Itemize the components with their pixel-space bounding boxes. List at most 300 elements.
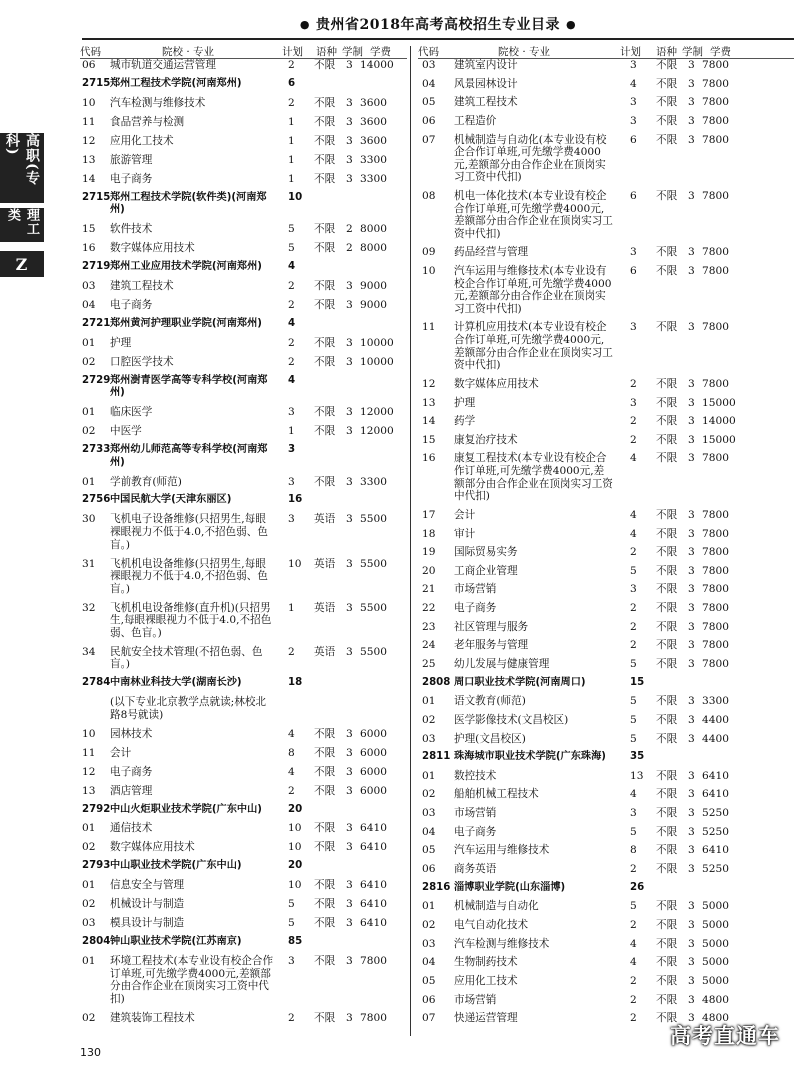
cell-name: 郑州工程技术学院(软件类)(河南郑州)	[110, 191, 267, 216]
cell-fee: 7800	[702, 583, 729, 596]
cell-name: 郑州澍青医学高等专科学校(河南郑州)	[110, 374, 268, 399]
major-row	[80, 696, 407, 728]
header-title-text: 贵州省2018年高考高校招生专业目录	[316, 17, 560, 33]
cell-name: 汽车运用与维修技术	[454, 844, 550, 857]
cell-lang: 不限	[314, 955, 336, 968]
cell-code: 24	[422, 639, 436, 652]
cell-fee: 5250	[702, 807, 729, 820]
cell-plan: 3	[630, 96, 637, 109]
cell-fee: 5000	[702, 937, 729, 950]
cell-code: 11	[82, 115, 96, 128]
cell-lang: 不限	[656, 788, 678, 801]
cell-name: 飞机机电设备维修(只招男生,每眼裸眼视力不低于4.0,不招色弱、色盲。)	[110, 557, 268, 595]
cell-years: 3	[346, 425, 353, 438]
cell-code: 25	[422, 658, 436, 670]
school-row	[80, 677, 407, 696]
cell-plan: 2	[630, 620, 637, 633]
cell-years: 3	[688, 114, 695, 127]
major-row	[80, 476, 407, 495]
cell-years: 3	[688, 844, 695, 857]
cell-years: 3	[346, 645, 353, 658]
cell-plan: 2	[630, 918, 637, 931]
cell-name: 建筑工程技术	[454, 96, 518, 109]
cell-plan: 4	[630, 508, 637, 521]
cell-name: 环境工程技术(本专业设有校企合作订单班,可先缴学费4000元,差额部分由合作企业在顶岗实习工资中代扣)	[110, 955, 274, 1005]
cell-plan: 10	[288, 879, 302, 892]
cell-fee: 6410	[702, 769, 729, 782]
major-row	[80, 59, 407, 78]
header-plan: 计划	[620, 46, 641, 58]
cell-years: 2	[346, 242, 353, 255]
cell-plan: 3	[630, 114, 637, 127]
cell-code: 01	[82, 955, 96, 968]
cell-fee: 7800	[702, 77, 729, 90]
header-name: 院校 · 专业	[162, 46, 215, 58]
major-row	[80, 646, 407, 678]
cell-plan: 4	[630, 956, 637, 969]
cell-lang: 不限	[656, 265, 678, 278]
cell-years: 3	[346, 898, 353, 911]
cell-lang: 不限	[656, 246, 678, 259]
cell-name: 计算机应用技术(本专业设有校企合作订单班,可先缴学费4000元,差额部分由合作企业在顶岗实习工资中代扣)	[454, 321, 613, 372]
school-row	[80, 860, 407, 879]
cell-code: 02	[82, 425, 96, 438]
cell-plan: 1	[288, 115, 295, 128]
cell-code: 01	[82, 475, 96, 488]
cell-fee: 8000	[360, 242, 387, 255]
cell-fee: 5000	[702, 918, 729, 931]
cell-years: 3	[346, 355, 353, 368]
cell-code: 05	[422, 844, 436, 857]
school-row	[418, 677, 794, 696]
cell-lang: 英语	[314, 557, 336, 570]
cell-lang: 不限	[656, 546, 678, 559]
cell-name: 汽车检测与维修技术	[454, 937, 550, 950]
cell-name: 数字媒体应用技术	[454, 377, 539, 390]
cell-fee: 7800	[702, 508, 729, 521]
cell-years: 3	[346, 1011, 353, 1024]
cell-name: 风景园林设计	[454, 77, 518, 90]
cell-code: 08	[422, 189, 436, 202]
cell-name: 飞机机电设备维修(直升机)(只招男生,每眼裸眼视力不低于4.0,不招色弱、色盲。)	[110, 601, 272, 639]
major-row	[418, 509, 794, 528]
cell-code: 11	[422, 321, 436, 334]
cell-years: 3	[346, 784, 353, 797]
cell-code: 03	[422, 807, 436, 820]
cell-fee: 4800	[702, 1012, 729, 1025]
cell-code: 32	[82, 601, 96, 614]
major-row	[418, 621, 794, 640]
cell-plan: 4	[630, 527, 637, 540]
cell-plan: 3	[630, 246, 637, 259]
cell-lang: 不限	[656, 956, 678, 969]
major-row	[418, 956, 794, 975]
cell-fee: 6410	[702, 844, 729, 857]
cell-plan: 8	[630, 844, 637, 857]
major-row	[80, 337, 407, 356]
cell-lang: 不限	[314, 822, 336, 835]
cell-fee: 8000	[360, 223, 387, 236]
cell-code: 01	[82, 336, 96, 349]
cell-plan: 5	[630, 825, 637, 838]
cell-lang: 不限	[656, 377, 678, 390]
cell-lang: 不限	[314, 425, 336, 438]
cell-code: 10	[82, 96, 96, 109]
cell-lang: 不限	[656, 863, 678, 876]
cell-plan: 5	[288, 242, 295, 255]
major-row	[80, 917, 407, 936]
cell-name: 中南林业科技大学(湖南长沙)	[110, 677, 242, 689]
cell-code: 2719	[82, 260, 111, 272]
header-fee: 学费	[370, 46, 391, 58]
cell-fee: 7800	[702, 96, 729, 109]
cell-plan: 2	[630, 639, 637, 652]
cell-name: 学前教育(师范)	[110, 475, 182, 488]
cell-code: 12	[422, 377, 436, 390]
cell-code: 17	[422, 508, 436, 521]
cell-code: 20	[422, 564, 436, 577]
cell-name: 老年服务与管理	[454, 639, 529, 652]
cell-lang: 不限	[314, 746, 336, 759]
cell-name: 中山火炬职业技术学院(广东中山)	[110, 803, 262, 815]
major-row	[418, 415, 794, 434]
cell-fee: 6410	[702, 788, 729, 801]
cell-name: 会计	[454, 508, 476, 521]
cell-code: 2816	[422, 881, 451, 893]
cell-name: 电子商务	[110, 298, 153, 311]
cell-name: 汽车运用与维修技术(本专业设有校企合作订单班,可先缴学费4000元,差额部分由合作企业在顶岗实习工资中代扣)	[454, 265, 612, 315]
cell-fee: 6410	[360, 879, 387, 892]
cell-code: 04	[422, 77, 436, 90]
cell-years: 3	[688, 508, 695, 521]
cell-plan: 8	[288, 746, 295, 759]
cell-name: 生物制药技术	[454, 956, 518, 969]
major-row	[418, 378, 794, 397]
cell-fee: 7800	[702, 527, 729, 540]
cell-lang: 不限	[314, 406, 336, 419]
cell-lang: 不限	[656, 993, 678, 1006]
cell-code: 23	[422, 620, 436, 633]
school-row	[80, 494, 407, 513]
cell-lang: 不限	[656, 189, 678, 202]
cell-code: 2793	[82, 860, 111, 872]
major-row	[418, 190, 794, 246]
bullet-icon: ●	[299, 18, 311, 31]
cell-fee: 3600	[360, 96, 387, 109]
cell-fee: 7800	[702, 452, 729, 465]
cell-years: 3	[688, 546, 695, 559]
cell-plan: 4	[630, 452, 637, 465]
major-row	[80, 97, 407, 116]
major-row	[418, 78, 794, 97]
school-row	[418, 882, 794, 901]
cell-code: 31	[82, 557, 96, 570]
cell-fee: 3300	[360, 172, 387, 185]
cell-name: 审计	[454, 527, 476, 540]
cell-plan: 2	[288, 1011, 295, 1024]
cell-years: 3	[688, 974, 695, 987]
cell-lang: 不限	[656, 974, 678, 987]
cell-plan: 35	[630, 751, 645, 763]
cell-code: 03	[422, 937, 436, 950]
major-row	[80, 747, 407, 766]
cell-lang: 不限	[314, 153, 336, 166]
cell-plan: 18	[288, 677, 303, 689]
major-row	[80, 513, 407, 557]
cell-fee: 4400	[702, 713, 729, 726]
major-row	[418, 452, 794, 508]
cell-years: 3	[688, 321, 695, 334]
cell-plan: 5	[288, 898, 295, 911]
cell-fee: 6410	[360, 822, 387, 835]
major-row	[418, 602, 794, 621]
cell-lang: 不限	[314, 96, 336, 109]
cell-years: 3	[688, 59, 695, 71]
cell-plan: 2	[288, 279, 295, 292]
major-row	[418, 900, 794, 919]
major-row	[418, 844, 794, 863]
cell-code: 19	[422, 546, 436, 559]
cell-lang: 不限	[314, 355, 336, 368]
school-row	[418, 751, 794, 770]
cell-lang: 不限	[656, 937, 678, 950]
cell-fee: 7800	[360, 955, 387, 968]
cell-plan: 4	[288, 317, 296, 329]
cell-name: 民航安全技术管理(不招色弱、色盲。)	[110, 645, 263, 671]
cell-code: 14	[82, 172, 96, 185]
cell-plan: 3	[630, 59, 637, 71]
cell-name: 钟山职业技术学院(江苏南京)	[110, 936, 242, 948]
cell-years: 3	[346, 746, 353, 759]
cell-plan: 2	[288, 59, 295, 71]
cell-name: 淄博职业学院(山东淄博)	[454, 881, 566, 893]
header-code: 代码	[418, 46, 439, 58]
cell-code: 02	[422, 788, 436, 801]
cell-lang: 不限	[656, 133, 678, 146]
cell-fee: 9000	[360, 279, 387, 292]
cell-code: 01	[82, 879, 96, 892]
cell-code: 03	[82, 917, 96, 930]
cell-plan: 3	[630, 321, 637, 334]
major-row	[418, 975, 794, 994]
cell-code: 10	[422, 265, 436, 278]
major-row	[418, 770, 794, 789]
major-row	[80, 879, 407, 898]
cell-name: 建筑装饰工程技术	[110, 1011, 195, 1024]
major-row	[418, 714, 794, 733]
cell-code: 04	[82, 298, 96, 311]
cell-years: 3	[346, 917, 353, 930]
cell-lang: 不限	[314, 172, 336, 185]
cell-years: 3	[688, 620, 695, 633]
major-row	[418, 826, 794, 845]
major-row	[80, 822, 407, 841]
cell-plan: 3	[288, 513, 295, 526]
cell-name: 建筑工程技术	[110, 279, 174, 292]
major-row	[80, 135, 407, 154]
cell-name: 电气自动化技术	[454, 918, 529, 931]
cell-years: 3	[688, 769, 695, 782]
cell-lang: 不限	[314, 115, 336, 128]
cell-fee: 4800	[702, 993, 729, 1006]
cell-lang: 不限	[656, 844, 678, 857]
header-years: 学制	[682, 46, 703, 58]
cell-code: 02	[82, 355, 96, 368]
cell-name: 市场营销	[454, 583, 497, 596]
cell-name: 应用化工技术	[454, 974, 518, 987]
cell-lang: 不限	[656, 1012, 678, 1025]
cell-name: 旅游管理	[110, 153, 153, 166]
cell-fee: 7800	[702, 114, 729, 127]
column-header	[80, 42, 407, 59]
cell-years: 3	[346, 153, 353, 166]
cell-fee: 12000	[360, 425, 394, 438]
cell-name: 软件技术	[110, 223, 153, 236]
cell-plan: 6	[630, 133, 637, 146]
right-table-body	[418, 59, 794, 1031]
major-row	[418, 994, 794, 1013]
cell-code: 2715	[82, 191, 111, 203]
cell-code: 03	[422, 59, 436, 71]
cell-years: 3	[688, 602, 695, 615]
cell-lang: 不限	[656, 508, 678, 521]
cell-lang: 不限	[656, 415, 678, 428]
cell-fee: 6000	[360, 765, 387, 778]
cell-years: 3	[688, 639, 695, 652]
cell-plan: 2	[630, 602, 637, 615]
cell-name: 药学	[454, 415, 476, 428]
cell-plan: 16	[288, 494, 303, 506]
cell-years: 3	[346, 841, 353, 854]
cell-plan: 2	[630, 377, 637, 390]
cell-lang: 不限	[656, 59, 678, 71]
cell-lang: 英语	[314, 513, 336, 526]
major-row	[418, 134, 794, 190]
cell-name: 郑州工程技术学院(河南郑州)	[110, 77, 242, 89]
cell-plan: 2	[288, 784, 295, 797]
cell-lang: 不限	[656, 96, 678, 109]
cell-name: 数字媒体应用技术	[110, 841, 195, 854]
cell-fee: 7800	[702, 602, 729, 615]
cell-plan: 3	[288, 955, 295, 968]
cell-years: 3	[688, 807, 695, 820]
cell-name: 市场营销	[454, 807, 497, 820]
column-header	[418, 42, 794, 59]
cell-years: 3	[688, 452, 695, 465]
cell-lang: 不限	[656, 114, 678, 127]
bullet-icon: ●	[565, 18, 577, 31]
cell-years: 3	[346, 298, 353, 311]
cell-years: 3	[688, 825, 695, 838]
cell-lang: 不限	[314, 1011, 336, 1024]
cell-name: 应用化工技术	[110, 134, 174, 147]
cell-code: 05	[422, 974, 436, 987]
cell-code: 01	[82, 406, 96, 419]
header-name: 院校 · 专业	[498, 46, 551, 58]
cell-name: 会计	[110, 746, 132, 759]
cell-lang: 不限	[314, 59, 336, 71]
cell-fee: 3300	[360, 475, 387, 488]
cell-lang: 不限	[656, 713, 678, 726]
major-row	[418, 528, 794, 547]
cell-code: 03	[82, 279, 96, 292]
cell-fee: 6410	[360, 898, 387, 911]
cell-fee: 5000	[702, 956, 729, 969]
cell-plan: 10	[288, 557, 302, 570]
major-row	[418, 919, 794, 938]
major-row	[80, 602, 407, 646]
cell-years: 3	[688, 788, 695, 801]
cell-code: 02	[82, 1011, 96, 1024]
cell-name: 中山职业技术学院(广东中山)	[110, 860, 242, 872]
cell-name: 市场营销	[454, 993, 497, 1006]
cell-fee: 7800	[702, 133, 729, 146]
cell-plan: 5	[630, 900, 637, 913]
cell-code: 12	[82, 765, 96, 778]
cell-lang: 不限	[656, 583, 678, 596]
major-row	[80, 728, 407, 747]
cell-name: 机械制造与自动化	[454, 900, 539, 913]
cell-years: 3	[688, 1012, 695, 1025]
cell-plan: 26	[630, 881, 645, 893]
cell-plan: 15	[630, 676, 645, 688]
cell-code: 04	[422, 956, 436, 969]
cell-fee: 7800	[702, 321, 729, 334]
cell-plan: 5	[630, 564, 637, 577]
cell-years: 3	[688, 96, 695, 109]
cell-years: 3	[346, 727, 353, 740]
cell-fee: 3600	[360, 134, 387, 147]
cell-lang: 不限	[656, 452, 678, 465]
header-plan: 计划	[282, 46, 303, 58]
school-row	[80, 444, 407, 476]
school-row	[80, 318, 407, 337]
cell-years: 3	[688, 863, 695, 876]
cell-code: 02	[422, 918, 436, 931]
cell-years: 3	[346, 115, 353, 128]
cell-name: 机械制造与自动化(本专业设有校企合作订单班,可先缴学费4000元,差额部分由合作企业在顶岗实习工资中代扣)	[454, 133, 607, 184]
cell-plan: 3	[288, 406, 295, 419]
cell-code: 01	[422, 900, 436, 913]
cell-name: 数控技术	[454, 769, 497, 782]
school-row	[80, 936, 407, 955]
major-row	[418, 565, 794, 584]
cell-plan: 2	[288, 645, 295, 658]
cell-plan: 5	[630, 658, 637, 670]
cell-name: 建筑室内设计	[454, 59, 518, 71]
cell-name: 电子商务	[110, 765, 153, 778]
major-row	[418, 434, 794, 453]
cell-fee: 3300	[360, 153, 387, 166]
major-row	[418, 695, 794, 714]
major-row	[80, 173, 407, 192]
cell-lang: 不限	[656, 433, 678, 446]
cell-name: 郑州黄河护理职业学院(河南郑州)	[110, 317, 262, 329]
cell-fee: 5000	[702, 974, 729, 987]
cell-plan: 3	[630, 583, 637, 596]
cell-fee: 7800	[702, 377, 729, 390]
cell-years: 3	[688, 918, 695, 931]
cell-plan: 4	[288, 260, 296, 272]
cell-plan: 2	[630, 974, 637, 987]
cell-years: 3	[688, 527, 695, 540]
cell-code: 10	[82, 727, 96, 740]
cell-name: 汽车检测与维修技术	[110, 96, 206, 109]
cell-years: 3	[346, 765, 353, 778]
cell-fee: 5500	[360, 601, 387, 614]
cell-lang: 不限	[656, 77, 678, 90]
major-row	[80, 280, 407, 299]
